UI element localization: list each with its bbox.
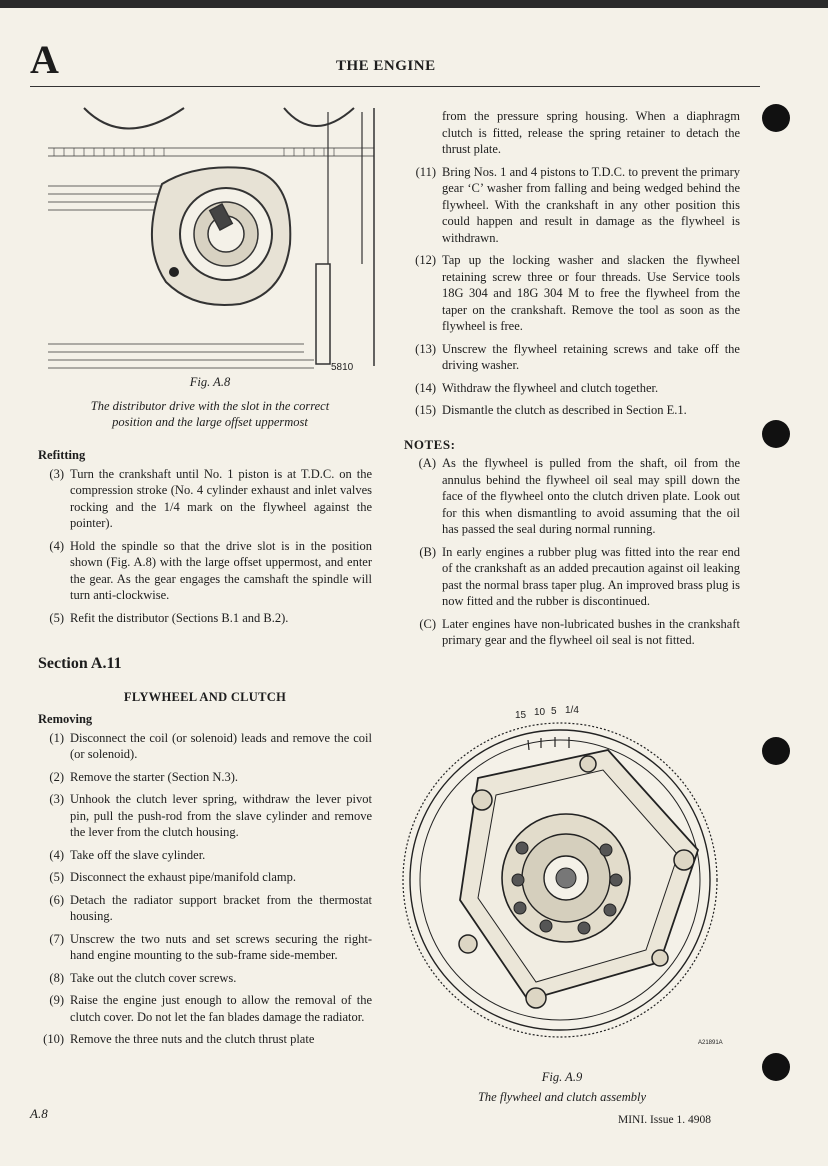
note-item <box>410 616 740 649</box>
refitting-step <box>38 466 372 532</box>
note-item <box>410 455 740 538</box>
removing-step <box>410 402 740 419</box>
step-number: (5) <box>49 870 64 884</box>
distributor-drive-drawing <box>44 104 378 374</box>
note-label: (C) <box>419 616 436 631</box>
figure-a9-illustration <box>398 700 748 1060</box>
running-title: THE ENGINE <box>336 58 436 74</box>
step-number: (6) <box>49 892 64 907</box>
step-number: (15) <box>415 403 436 417</box>
removing-step <box>38 992 372 1025</box>
figure-a8-caption-line: position and the large offset uppermost <box>112 415 308 429</box>
step-text: Turn the crankshaft until No. 1 piston is at T.D.C. on the compression stroke (No. 4 cylinder exhaust and inlet valves rocking and the 1/4 mark on the flywheel against the pointer). <box>70 466 372 530</box>
step-number: (3) <box>49 466 64 481</box>
removing-step <box>410 380 740 397</box>
step-text: Detach the radiator support bracket from the thermostat housing. <box>70 892 372 923</box>
continued-paragraph: from the pressure spring housing. When a diaphragm clutch is fitted, release the spring retainer to detach the thrust plate. <box>442 109 740 156</box>
section-subheading: FLYWHEEL AND CLUTCH <box>123 689 287 704</box>
removing-step <box>38 892 372 925</box>
step-number: (12) <box>415 253 436 267</box>
removing-step <box>38 869 372 886</box>
step-text: Tap up the locking washer and slacken the flywheel retaining screw three or four threads. Use Service tools 18G 304 and 18G 304 M to free the flywheel from the taper on the crankshaft. Remove the tool as soon as the flywheel is free. <box>442 253 740 333</box>
refitting-step <box>38 610 372 627</box>
note-text: In early engines a rubber plug was fitted into the rear end of the crankshaft as an added precaution against oil leaking past the normal brass taper plug. An improved brass plug is now fitted and the rubber is discontinued. <box>442 544 740 608</box>
step-text: Unscrew the flywheel retaining screws and take off the driving washer. <box>442 341 740 372</box>
step-number: (2) <box>49 769 64 784</box>
step-text: Dismantle the clutch as described in Section E.1. <box>442 403 687 417</box>
step-number: (5) <box>49 610 64 625</box>
right-column <box>404 108 740 655</box>
refitting-step <box>38 538 372 604</box>
page-number: A.8 <box>30 1106 48 1121</box>
step-text: Refit the distributor (Sections B.1 and B.2). <box>70 610 289 625</box>
step-text: Withdraw the flywheel and clutch together. <box>442 380 659 395</box>
publication-info: MINI. Issue 1. 4908 <box>618 1114 711 1126</box>
figure-a9-number: Fig. A.9 <box>541 1070 583 1084</box>
figure-a9-code: A21891A <box>698 1040 723 1046</box>
step-number: (11) <box>415 164 436 179</box>
step-number: (14) <box>415 380 436 395</box>
removing-heading: Removing <box>38 712 93 726</box>
section-heading: Section A.11 <box>38 655 122 672</box>
step-text: Unscrew the two nuts and set screws securing the right-hand engine mounting to the sub-frame side-member. <box>70 931 372 962</box>
step-number: (4) <box>49 538 64 553</box>
note-text: As the flywheel is pulled from the shaft, oil from the annulus behind the flywheel oil seal may spill down the face of the flywheel onto the clutch driven plate. Look out for this when dismantling to avoid assuming that the oil has passed the seal during normal running. <box>442 456 740 536</box>
step-text: Remove the three nuts and the clutch thrust plate <box>70 1032 315 1046</box>
step-number: (8) <box>49 970 64 985</box>
removing-step <box>38 970 372 987</box>
notes-heading: NOTES: <box>404 436 456 452</box>
step-text: Take off the slave cylinder. <box>70 847 206 862</box>
figure-a8-number: Fig. A.8 <box>189 375 231 389</box>
removing-step <box>38 931 372 964</box>
note-label: (A) <box>418 456 436 470</box>
header-rule <box>30 86 760 87</box>
step-number: (7) <box>49 931 64 946</box>
step-text: Unhook the clutch lever spring, withdraw the lever pivot pin, pull the push-rod from the slave cylinder and remove the lever from the clutch housing. <box>70 792 372 839</box>
removing-step <box>410 341 740 374</box>
punch-hole <box>762 1053 790 1081</box>
removing-step <box>38 1031 372 1048</box>
step-number: (3) <box>49 792 64 806</box>
figure-a8-caption <box>40 398 380 430</box>
scale-mark: 5 <box>551 706 557 717</box>
step-number: (10) <box>43 1032 64 1046</box>
step-text: Take out the clutch cover screws. <box>70 970 237 985</box>
step-text: Disconnect the coil (or solenoid) leads and remove the coil (or solenoid). <box>70 730 372 761</box>
step-text: Hold the spindle so that the drive slot is in the position shown (Fig. A.8) with the large offset uppermost, and enter the gear. As the gear engages the camshaft the spindle will turn anti-clockwise. <box>70 538 372 602</box>
removing-step <box>38 730 372 763</box>
refitting-heading: Refitting <box>38 448 86 462</box>
figure-a8-caption-line: The distributor drive with the slot in the correct <box>90 399 330 413</box>
figure-a8-illustration <box>44 104 378 374</box>
step-number: (1) <box>49 730 64 745</box>
note-text: Later engines have non-lubricated bushes in the crankshaft primary gear and the flywheel oil seal is not fitted. <box>442 616 740 647</box>
flywheel-clutch-drawing <box>398 700 748 1060</box>
note-item <box>410 544 740 610</box>
figure-a8-code: 5810 <box>331 362 354 373</box>
step-number: (9) <box>49 993 64 1007</box>
step-number: (4) <box>49 847 64 862</box>
step-text: Disconnect the exhaust pipe/manifold clamp. <box>70 870 296 884</box>
step-text: Raise the engine just enough to allow the removal of the clutch cover. Do not let the fan blades damage the radiator. <box>70 993 372 1024</box>
removing-step <box>410 252 740 335</box>
removing-step <box>38 791 372 841</box>
figure-a9-caption: The flywheel and clutch assembly <box>477 1090 647 1104</box>
scale-mark: 10 <box>534 707 546 718</box>
step-number: (13) <box>415 341 436 356</box>
scale-mark: 15 <box>515 710 527 721</box>
punch-hole <box>762 737 790 765</box>
removing-step <box>410 164 740 247</box>
removing-step <box>38 769 372 786</box>
punch-hole <box>762 104 790 132</box>
left-column <box>38 447 372 1054</box>
scale-mark: 1/4 <box>565 705 579 716</box>
removing-step <box>38 847 372 864</box>
step-text: Remove the starter (Section N.3). <box>70 769 239 784</box>
step-text: Bring Nos. 1 and 4 pistons to T.D.C. to prevent the primary gear ‘C’ washer from falling and being wedged behind the flywheel. With the crankshaft in any other position this could happen and result in damage as the flywheel is withdrawn. <box>442 164 740 245</box>
scan-edge <box>0 0 828 8</box>
punch-hole <box>762 420 790 448</box>
section-letter: A <box>30 37 59 82</box>
note-label: (B) <box>419 544 436 559</box>
